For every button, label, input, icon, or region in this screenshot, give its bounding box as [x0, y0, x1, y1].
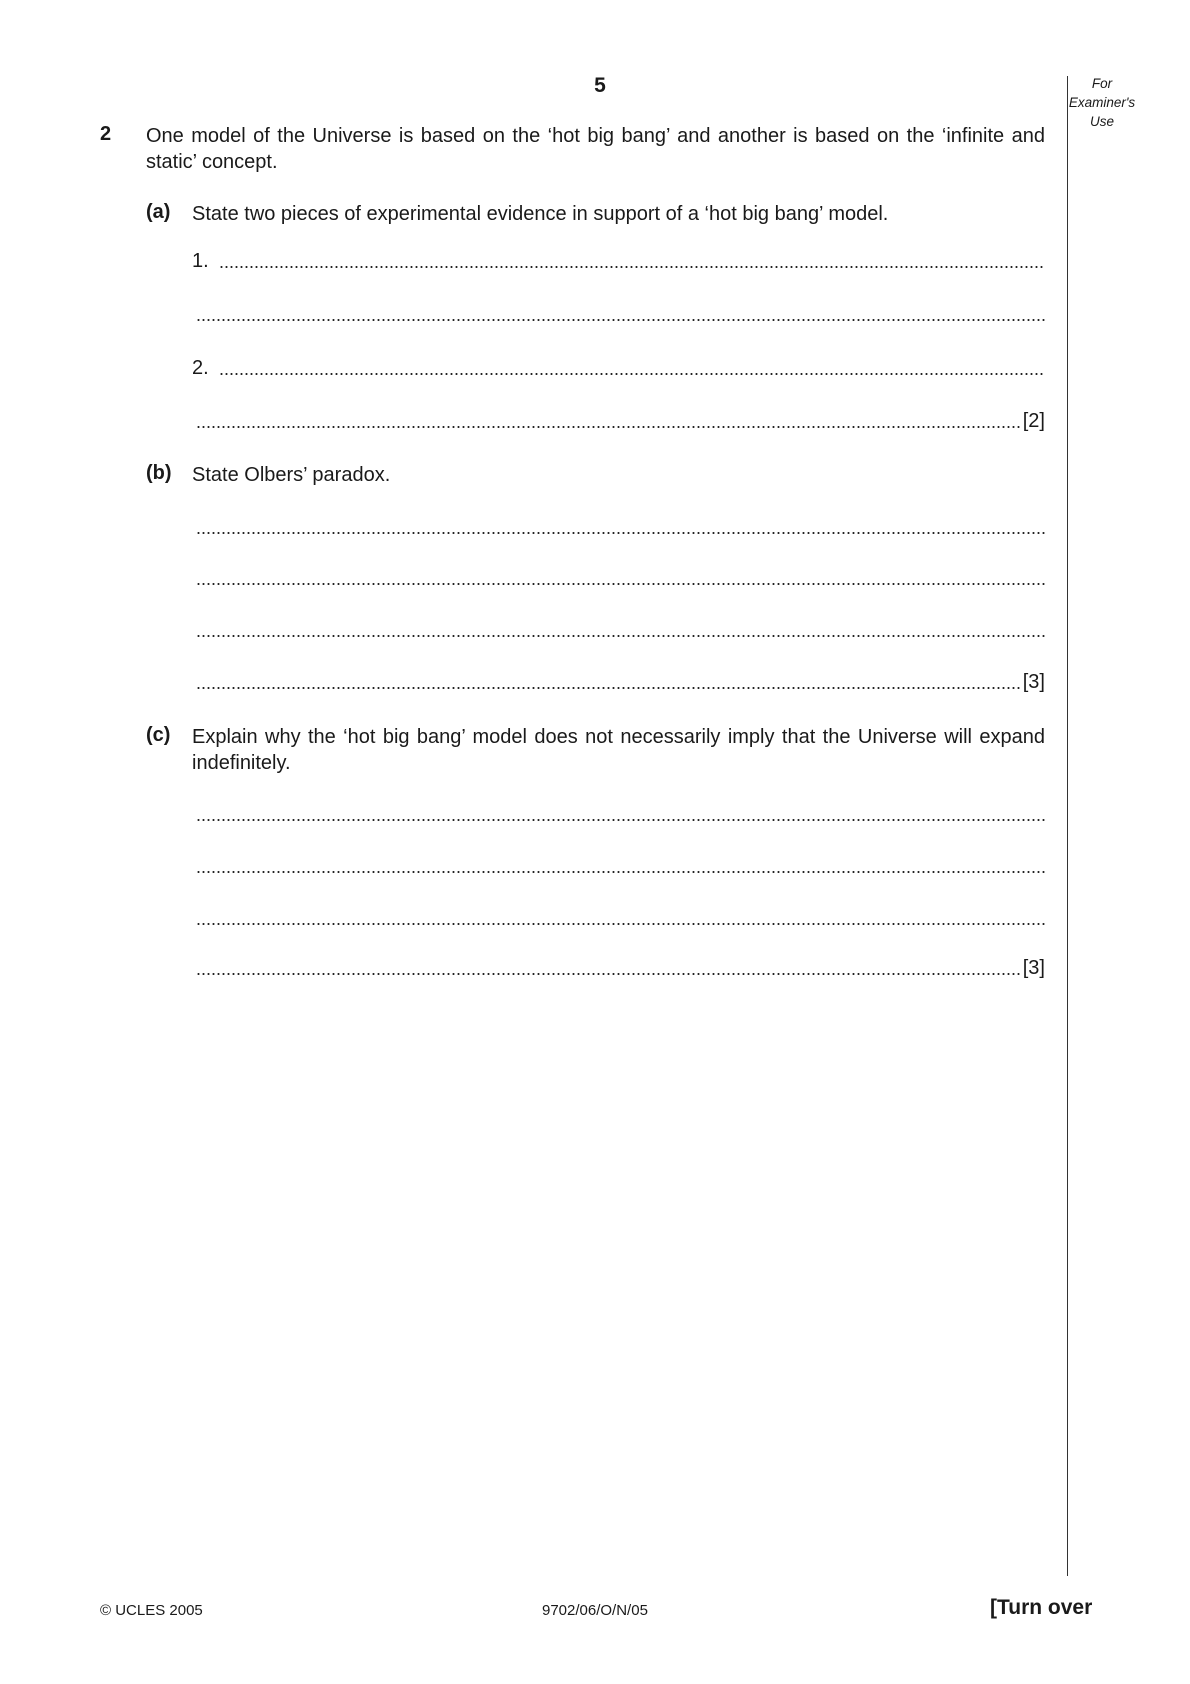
- page-number: 5: [594, 74, 606, 97]
- marks-a: [2]: [1022, 410, 1045, 432]
- item-number-2: 2.: [192, 357, 209, 379]
- part-c-text: Explain why the ‘hot big bang’ model does not necessarily imply that the Universe will expand indefinitely.: [192, 726, 1045, 774]
- paper-code: 9702/06/O/N/05: [542, 1602, 648, 1619]
- copyright-notice: © UCLES 2005: [100, 1602, 203, 1619]
- examiner-use-label: [1062, 74, 1142, 131]
- dotted-line: [219, 265, 1045, 269]
- question-number: 2: [100, 123, 112, 145]
- turn-over-label: [Turn over: [990, 1596, 1093, 1619]
- dotted-line: [196, 922, 1045, 926]
- item-number-1: 1.: [192, 250, 209, 272]
- dotted-line: [196, 318, 1045, 322]
- dotted-line: [196, 425, 1022, 429]
- dotted-line: [219, 372, 1045, 376]
- answer-line-b4[interactable]: [196, 670, 1045, 694]
- dotted-line: [196, 870, 1045, 874]
- marks-c: [3]: [1022, 957, 1045, 979]
- examiner-line-for: For: [1091, 76, 1113, 91]
- part-b-label: (b): [146, 462, 172, 484]
- answer-line-c3[interactable]: [196, 906, 1045, 930]
- examiner-line-examiners: Examiner's: [1068, 95, 1136, 110]
- dotted-line: [196, 582, 1045, 586]
- examiner-line-use: Use: [1089, 114, 1114, 129]
- answer-line-b3[interactable]: [196, 618, 1045, 642]
- examiner-margin-line: [1067, 76, 1068, 1576]
- answer-line-a2-cont[interactable]: [196, 409, 1045, 433]
- part-a-text: State two pieces of experimental evidence in support of a ‘hot big bang’ model.: [192, 203, 889, 225]
- answer-line-b2[interactable]: [196, 566, 1045, 590]
- answer-line-c1[interactable]: [196, 802, 1045, 826]
- dotted-line: [196, 634, 1045, 638]
- marks-b: [3]: [1022, 671, 1045, 693]
- answer-line-c2[interactable]: [196, 854, 1045, 878]
- part-b-text: State Olbers’ paradox.: [192, 464, 391, 486]
- dotted-line: [196, 818, 1045, 822]
- answer-line-a2[interactable]: [192, 356, 1045, 380]
- dotted-line: [196, 686, 1022, 690]
- dotted-line: [196, 531, 1045, 535]
- answer-line-c4[interactable]: [196, 956, 1045, 980]
- part-a-label: (a): [146, 201, 171, 223]
- answer-line-b1[interactable]: [196, 515, 1045, 539]
- answer-line-a1[interactable]: [192, 249, 1045, 273]
- answer-line-a1-cont[interactable]: [196, 302, 1045, 326]
- part-c-label: (c): [146, 724, 171, 746]
- dotted-line: [196, 972, 1022, 976]
- question-stem: One model of the Universe is based on the ‘hot big bang’ and another is based on the ‘infinite and static’ concept.: [146, 125, 1045, 173]
